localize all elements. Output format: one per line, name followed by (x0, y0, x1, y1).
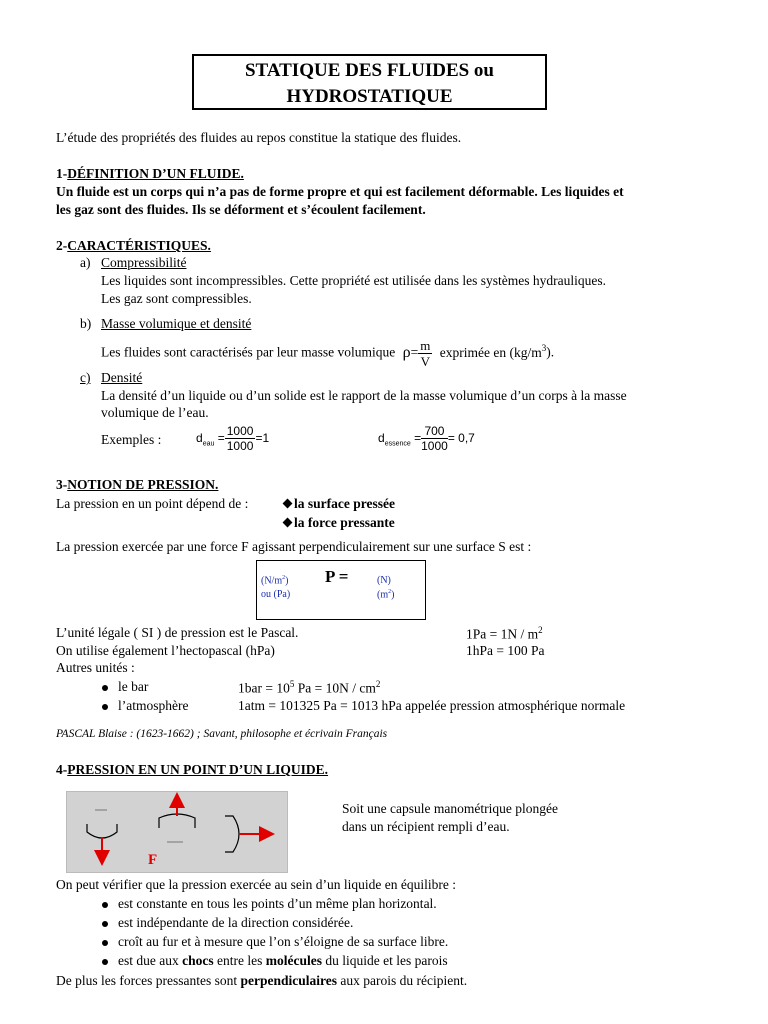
item-c-line-1: La densité d’un liquide ou d’un solide est le rapport de la masse volumique d’un corps à la masse (101, 388, 627, 403)
atm-value: 1atm = 101325 Pa = 1013 hPa appelée pression atmosphérique normale (238, 698, 626, 713)
examples-label: Exemples : (101, 432, 162, 447)
hpa-definition: 1hPa = 100 Pa (466, 643, 545, 658)
section-2-title: CARACTÉRISTIQUES. (67, 238, 211, 253)
molecules-bold: molécules (265, 953, 322, 968)
hpa-text: On utilise également l’hectopascal (hPa) (56, 643, 275, 658)
capsule-text-2: dans un récipient rempli d’eau. (342, 819, 510, 834)
pressure-sentence: La pression exercée par une force F agissant perpendiculairement sur une surface S est : (56, 539, 532, 554)
essence-result: = 0,7 (447, 431, 475, 445)
item-c-title: Densité (101, 370, 143, 385)
section-4-number: 4- (56, 762, 68, 777)
section-1-title: DÉFINITION D’UN FLUIDE. (67, 166, 244, 181)
m-over-v-fraction (418, 339, 432, 368)
depends-item-force (282, 515, 395, 531)
section-3-heading (56, 477, 218, 493)
capsule-diagram-svg (67, 792, 287, 872)
essence-denominator: 1000 (421, 439, 448, 454)
bullet-icon (102, 685, 108, 691)
property-2: est indépendante de la direction considérée. (118, 915, 354, 930)
section-1-number: 1- (56, 166, 68, 181)
verify-text: On peut vérifier que la pression exercée au sein d’un liquide en équilibre : (56, 877, 456, 892)
water-numerator: 1000 (226, 424, 254, 439)
force-vector-label: F (148, 852, 158, 868)
water-result: =1 (255, 431, 270, 445)
mass-density-text: Les fluides sont caractérisés par leur masse volumique (101, 344, 396, 360)
fraction-numerator: m (420, 337, 431, 353)
unit-left-2: ou (Pa) (261, 589, 291, 600)
unit-right-1: (N) (377, 575, 391, 586)
property-3: croît au fur et à mesure que l’on s’éloigne de sa surface libre. (118, 934, 449, 949)
bullet-icon (102, 704, 108, 710)
fraction-denominator: V (420, 353, 431, 369)
other-units-label: Autres unités : (56, 660, 135, 675)
si-unit-text: L’unité légale ( SI ) de pression est le Pascal. (56, 625, 299, 640)
section-2-number: 2- (56, 238, 68, 253)
chocs-bold: chocs (182, 953, 214, 968)
final-sentence: De plus les forces pressantes sont perpendiculaires aux parois du récipient. (56, 973, 468, 988)
capsule-side (225, 816, 271, 852)
title-line-2: HYDROSTATIQUE (286, 86, 453, 107)
density-formula-line (101, 334, 555, 369)
item-c-line-2: volumique de l’eau. (101, 405, 209, 420)
title-line-1: STATIQUE DES FLUIDES ou (244, 60, 494, 81)
bullet-icon (102, 902, 108, 908)
essence-numerator: 700 (421, 425, 448, 439)
d-symbol: d (196, 431, 203, 445)
water-denominator: 1000 (226, 439, 254, 454)
bar-label: le bar (118, 679, 149, 694)
item-a-line-1: Les liquides sont incompressibles. Cette propriété est utilisée dans les systèmes hydrauliques. (101, 273, 607, 288)
manometric-capsule-diagram (66, 791, 288, 873)
essence-subscript: essence (384, 440, 411, 448)
water-subscript: eau (202, 440, 215, 448)
p-equals-label: P = (325, 567, 349, 586)
equals-sign: = (410, 344, 419, 360)
item-a-title: Compressibilité (101, 255, 187, 270)
unit-right-2: $(m^2)$ (377, 589, 395, 601)
pascal-definition: $1Pa = 1N / m^2$ (466, 625, 543, 642)
intro-text: L’étude des propriétés des fluides au repos constitue la statique des fluides. (56, 130, 462, 145)
pressure-depends-text: La pression en un point dépend de : (56, 496, 249, 511)
essence-fraction (421, 425, 448, 452)
example-water: $d_{eau}$ = $\frac{1000}{1000}$ =1 (196, 424, 270, 454)
bullet-icon (102, 959, 108, 965)
capsule-text-1: Soit une capsule manométrique plongée (342, 801, 558, 816)
item-b-title: Masse volumique et densité (101, 316, 252, 331)
pressure-formula-box (256, 560, 426, 620)
section-4-title: PRESSION EN UN POINT D’UN LIQUIDE. (67, 762, 329, 777)
title-box (192, 54, 547, 110)
water-fraction (225, 425, 256, 452)
section-1-heading (56, 166, 244, 182)
unit-text: exprimée en (kg/m (439, 344, 542, 360)
bullet-icon (102, 921, 108, 927)
definition-line-1: Un fluide est un corps qui n’a pas de forme propre et qui est facilement déformable. Les liquides et (56, 184, 624, 199)
perpendiculaires-bold: perpendiculaires (240, 973, 337, 988)
item-a-line-2: Les gaz sont compressibles. (101, 291, 252, 306)
unit-text-end: ). (546, 344, 555, 360)
diamond-bullet-icon (283, 518, 293, 528)
item-c-marker: c) (80, 370, 91, 385)
item-a-marker: a) (80, 255, 91, 270)
bullet-icon (102, 940, 108, 946)
property-4: est due aux chocs entre les molécules du liquide et les parois (118, 953, 448, 968)
diamond-bullet-icon (283, 499, 293, 509)
section-2-heading (56, 238, 211, 254)
unit-exponent: 3 (541, 343, 547, 353)
section-3-number: 3- (56, 477, 68, 492)
pascal-note: PASCAL Blaise : (1623-1662) ; Savant, philosophe et écrivain Français (56, 728, 388, 740)
d-symbol: d (378, 431, 385, 445)
capsule-up (159, 796, 195, 842)
rho-symbol: ρ (402, 343, 411, 361)
example-essence: $d_{essence}$ = $\frac{700}{1000}$ = 0,7 (378, 424, 475, 454)
depends-item-surface (282, 496, 395, 512)
definition-line-2: les gaz sont des fluides. Ils se déforment et s’écoulent facilement. (56, 202, 426, 217)
item-b-marker: b) (80, 316, 92, 331)
force-text: la force pressante (294, 515, 395, 530)
bar-value: $1bar = 10^5$ $Pa = 10N / cm^2$ (238, 679, 381, 696)
atm-label: l’atmosphère (118, 698, 189, 713)
surface-text: la surface pressée (294, 496, 395, 511)
property-1: est constante en tous les points d’un même plan horizontal. (118, 896, 437, 911)
section-3-title: NOTION DE PRESSION. (67, 477, 219, 492)
unit-left-1: $(N/m^2)$ (261, 575, 289, 587)
section-4-heading (56, 762, 328, 778)
capsule-down (87, 810, 117, 862)
